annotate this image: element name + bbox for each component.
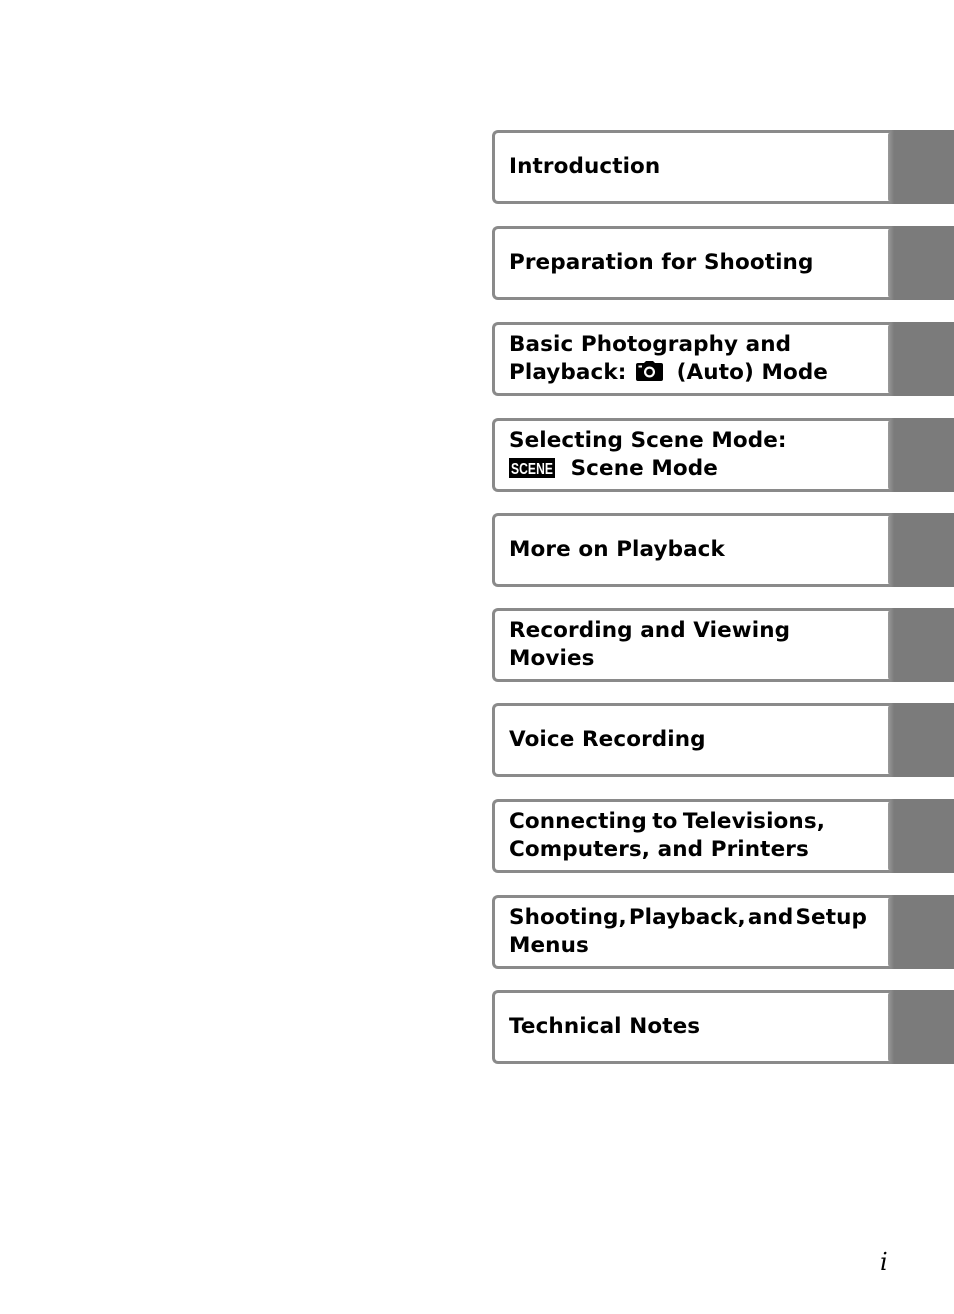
camera-icon (636, 361, 663, 381)
section-tab (888, 130, 954, 204)
section-menus[interactable] (492, 895, 954, 969)
section-label (509, 322, 867, 396)
page-number: i (880, 1248, 888, 1276)
section-title-word: and (747, 905, 794, 930)
section-tab (888, 608, 954, 682)
section-title-line1: Selecting Scene Mode: (509, 428, 787, 453)
section-connecting[interactable] (492, 799, 954, 873)
section-title-word: Televisions, (682, 809, 825, 834)
section-title: Recording and Viewing Movies (509, 618, 791, 671)
section-voice-recording[interactable] (492, 703, 954, 777)
section-tab (888, 703, 954, 777)
section-label (509, 226, 867, 300)
section-title-line1: Basic Photography and (509, 332, 792, 357)
section-tab (888, 513, 954, 587)
section-tab (888, 226, 954, 300)
section-title-line1 (509, 904, 867, 932)
section-title: More on Playback (509, 537, 725, 562)
section-label (509, 418, 867, 492)
section-title-prefix: Playback: (509, 360, 627, 385)
section-label (509, 990, 867, 1064)
section-title-line2: Computers, and Printers (509, 837, 809, 862)
section-title-word: Shooting, (509, 905, 627, 930)
section-tab (888, 322, 954, 396)
section-title-suffix: Scene Mode (570, 456, 718, 481)
section-basic-photography[interactable] (492, 322, 954, 396)
section-label (509, 703, 867, 777)
section-preparation[interactable] (492, 226, 954, 300)
section-label (509, 513, 867, 587)
scene-icon (509, 458, 555, 478)
section-technical-notes[interactable] (492, 990, 954, 1064)
section-title-line2: Menus (509, 933, 589, 958)
section-title-word: Connecting (509, 809, 647, 834)
section-label (509, 895, 867, 969)
section-label (509, 608, 867, 682)
section-tab (888, 895, 954, 969)
section-title: Technical Notes (509, 1014, 701, 1039)
section-title-word: Playback, (628, 905, 746, 930)
section-title-line2 (509, 359, 867, 387)
section-tab (888, 418, 954, 492)
section-more-playback[interactable] (492, 513, 954, 587)
section-title: Introduction (509, 154, 661, 179)
section-scene-mode[interactable] (492, 418, 954, 492)
section-tab (888, 990, 954, 1064)
svg-text:SCENE: SCENE (511, 461, 554, 478)
section-label (509, 799, 867, 873)
section-title-word: Setup (795, 905, 867, 930)
section-movies[interactable] (492, 608, 954, 682)
section-title-line2 (509, 455, 867, 483)
section-introduction[interactable] (492, 130, 954, 204)
section-title: Preparation for Shooting (509, 250, 814, 275)
section-title-line1 (509, 808, 825, 836)
section-title-suffix: (Auto) Mode (676, 360, 828, 385)
section-title: Voice Recording (509, 727, 706, 752)
section-label (509, 130, 867, 204)
section-title-word: to (652, 809, 678, 834)
section-tab (888, 799, 954, 873)
